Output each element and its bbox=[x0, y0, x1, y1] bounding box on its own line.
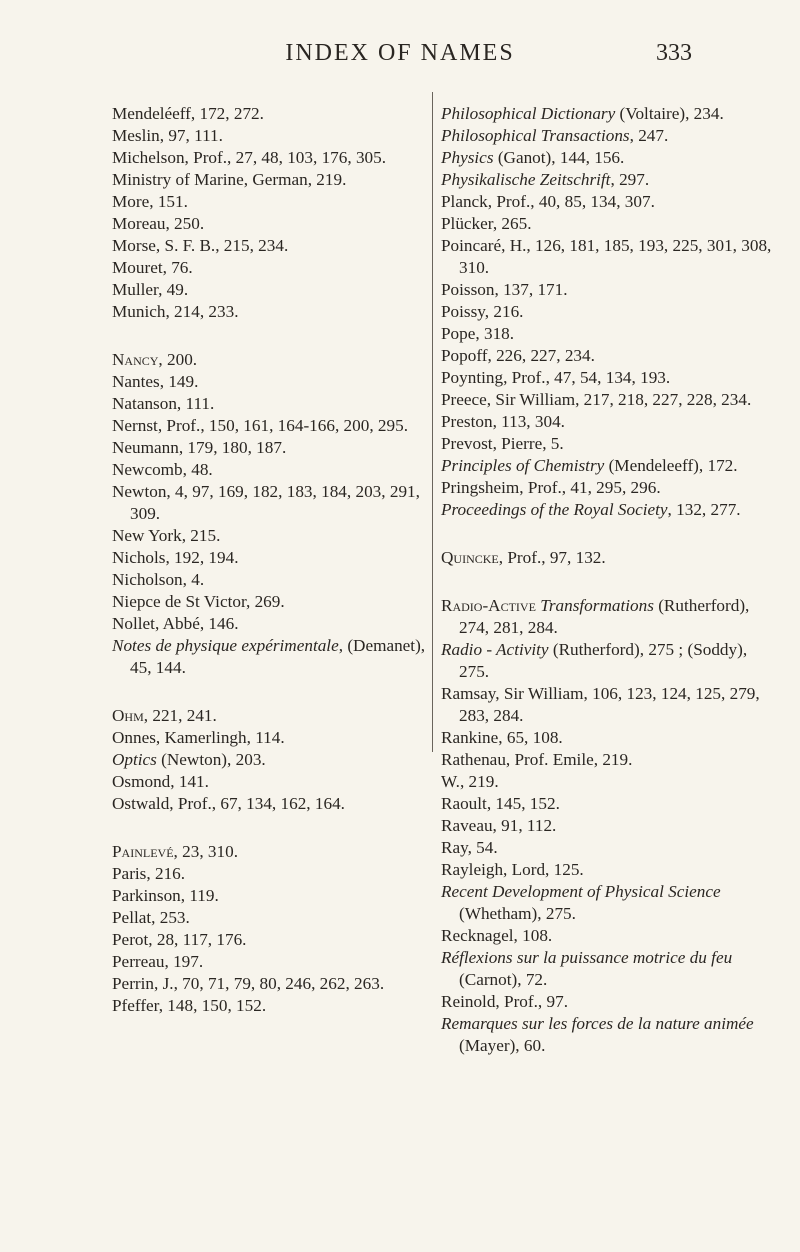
index-entry bbox=[112, 191, 432, 213]
index-entry bbox=[441, 389, 776, 411]
entry-text: (Ganot), 144, 156. bbox=[493, 148, 625, 167]
entry-text: Preece, Sir William, 217, 218, 227, 228, 234. bbox=[441, 390, 752, 409]
entry-text: , 132, 277. bbox=[667, 500, 741, 519]
entry-text: Pfeffer, 148, 150, 152. bbox=[112, 996, 267, 1015]
index-entry bbox=[112, 213, 432, 235]
entry-text: Pringsheim, Prof., 41, 295, 296. bbox=[441, 478, 661, 497]
entry-text: Popoff, 226, 227, 234. bbox=[441, 346, 595, 365]
index-entry bbox=[112, 885, 432, 907]
entry-title: Notes de physique expérimentale bbox=[112, 636, 339, 655]
entry-text: Morse, S. F. B., 215, 234. bbox=[112, 236, 289, 255]
entry-text: Nernst, Prof., 150, 161, 164-166, 200, 295. bbox=[112, 416, 408, 435]
entry-text: New York, 215. bbox=[112, 526, 221, 545]
entry-text: Michelson, Prof., 27, 48, 103, 176, 305. bbox=[112, 148, 387, 167]
index-entry bbox=[112, 235, 432, 257]
entry-text: , 200. bbox=[158, 350, 198, 369]
running-title: INDEX OF NAMES bbox=[285, 40, 515, 66]
index-entry bbox=[441, 213, 776, 235]
entry-head: Nancy bbox=[112, 350, 159, 369]
entry-text: Pope, 318. bbox=[441, 324, 515, 343]
index-entry bbox=[441, 547, 776, 569]
entry-text: Natanson, 111. bbox=[112, 394, 215, 413]
index-entry bbox=[441, 947, 776, 991]
index-entry bbox=[441, 411, 776, 433]
entry-text: , 297. bbox=[610, 170, 650, 189]
index-entry bbox=[441, 925, 776, 947]
entry-text: Poincaré, H., 126, 181, 185, 193, 225, 301, 308, 310. bbox=[441, 236, 772, 277]
entry-text: , 247. bbox=[629, 126, 669, 145]
index-entry bbox=[441, 169, 776, 191]
index-entry bbox=[112, 591, 432, 613]
index-entry bbox=[112, 301, 432, 323]
index-entry bbox=[112, 727, 432, 749]
entry-text: Nantes, 149. bbox=[112, 372, 199, 391]
index-entry bbox=[112, 771, 432, 793]
entry-text: Preston, 113, 304. bbox=[441, 412, 565, 431]
entry-title: Transformations bbox=[535, 596, 654, 615]
section-gap bbox=[112, 679, 432, 705]
index-entry bbox=[441, 477, 776, 499]
entry-text: , (Demanet), 45, 144. bbox=[130, 636, 426, 677]
entry-head: Radio-Active bbox=[441, 596, 536, 615]
index-column-left bbox=[112, 103, 432, 1017]
index-entry bbox=[441, 815, 776, 837]
index-entry bbox=[112, 635, 432, 679]
index-entry bbox=[441, 147, 776, 169]
index-entry bbox=[441, 367, 776, 389]
index-column-right bbox=[441, 103, 776, 1057]
index-entry bbox=[112, 147, 432, 169]
index-entry bbox=[441, 103, 776, 125]
entry-text: Planck, Prof., 40, 85, 134, 307. bbox=[441, 192, 655, 211]
entry-head: Quincke bbox=[441, 548, 499, 567]
entry-text: Mendeléeff, 172, 272. bbox=[112, 104, 264, 123]
index-entry bbox=[441, 639, 776, 683]
entry-text: Recknagel, 108. bbox=[441, 926, 553, 945]
index-entry bbox=[441, 279, 776, 301]
index-entry bbox=[112, 749, 432, 771]
index-entry bbox=[112, 951, 432, 973]
entry-title: Recent Development of Physical Science bbox=[441, 882, 721, 901]
index-entry bbox=[441, 771, 776, 793]
entry-text: Neumann, 179, 180, 187. bbox=[112, 438, 287, 457]
entry-text: (Newton), 203. bbox=[156, 750, 266, 769]
index-entry bbox=[441, 301, 776, 323]
entry-text: Osmond, 141. bbox=[112, 772, 209, 791]
index-entry bbox=[441, 837, 776, 859]
entry-text: Muller, 49. bbox=[112, 280, 189, 299]
entry-text: Ramsay, Sir William, 106, 123, 124, 125, 279, 283, 284. bbox=[441, 684, 760, 725]
entry-text: Poisson, 137, 171. bbox=[441, 280, 568, 299]
entry-title: Physics bbox=[441, 148, 494, 167]
entry-title: Principles of Chemistry bbox=[441, 456, 605, 475]
entry-text: Perrin, J., 70, 71, 79, 80, 246, 262, 263. bbox=[112, 974, 385, 993]
index-entry bbox=[112, 393, 432, 415]
entry-text: Mouret, 76. bbox=[112, 258, 193, 277]
index-entry bbox=[112, 793, 432, 815]
entry-text: Perreau, 197. bbox=[112, 952, 204, 971]
index-entry bbox=[441, 1013, 776, 1057]
entry-text: (Whetham), 275. bbox=[459, 904, 576, 923]
entry-text: Perot, 28, 117, 176. bbox=[112, 930, 247, 949]
index-entry bbox=[112, 929, 432, 951]
index-entry bbox=[112, 415, 432, 437]
index-entry bbox=[441, 991, 776, 1013]
entry-text: , 221, 241. bbox=[143, 706, 217, 725]
index-entry bbox=[112, 613, 432, 635]
index-entry bbox=[112, 279, 432, 301]
index-entry bbox=[112, 841, 432, 863]
entry-text: Niepce de St Victor, 269. bbox=[112, 592, 285, 611]
entry-text: Meslin, 97, 111. bbox=[112, 126, 223, 145]
entry-text: , Prof., 97, 132. bbox=[498, 548, 606, 567]
entry-text: Munich, 214, 233. bbox=[112, 302, 239, 321]
entry-title: Optics bbox=[112, 750, 157, 769]
index-entry bbox=[441, 455, 776, 477]
index-entry bbox=[112, 481, 432, 525]
entry-title: Remarques sur les forces de la nature animée bbox=[441, 1014, 754, 1033]
entry-text: Parkinson, 119. bbox=[112, 886, 219, 905]
index-entry bbox=[112, 103, 432, 125]
index-entry bbox=[441, 683, 776, 727]
entry-text: (Carnot), 72. bbox=[459, 970, 548, 989]
entry-head: Painlevé bbox=[112, 842, 174, 861]
index-entry bbox=[112, 995, 432, 1017]
entry-text: Raveau, 91, 112. bbox=[441, 816, 557, 835]
index-entry bbox=[441, 727, 776, 749]
entry-text: Rayleigh, Lord, 125. bbox=[441, 860, 584, 879]
index-entry bbox=[112, 525, 432, 547]
entry-text: Newcomb, 48. bbox=[112, 460, 213, 479]
entry-text: Onnes, Kamerlingh, 114. bbox=[112, 728, 285, 747]
entry-text: W., 219. bbox=[441, 772, 499, 791]
index-entry bbox=[441, 859, 776, 881]
entry-text: (Mayer), 60. bbox=[459, 1036, 546, 1055]
index-entry bbox=[112, 125, 432, 147]
index-entry bbox=[112, 169, 432, 191]
index-entry bbox=[112, 257, 432, 279]
entry-title: Philosophical Dictionary bbox=[441, 104, 616, 123]
index-entry bbox=[441, 433, 776, 455]
index-entry bbox=[441, 323, 776, 345]
index-entry bbox=[441, 749, 776, 771]
entry-title: Réflexions sur la puissance motrice du feu bbox=[441, 948, 733, 967]
entry-text: Rankine, 65, 108. bbox=[441, 728, 563, 747]
entry-text: Paris, 216. bbox=[112, 864, 186, 883]
entry-text: Reinold, Prof., 97. bbox=[441, 992, 568, 1011]
entry-text: Rathenau, Prof. Emile, 219. bbox=[441, 750, 633, 769]
index-entry bbox=[441, 345, 776, 367]
index-entry bbox=[112, 907, 432, 929]
entry-text: Nichols, 192, 194. bbox=[112, 548, 239, 567]
index-entry bbox=[112, 437, 432, 459]
entry-head: Ohm bbox=[112, 706, 144, 725]
entry-text: Newton, 4, 97, 169, 182, 183, 184, 203, 291, 309. bbox=[112, 482, 420, 523]
entry-text: Nicholson, 4. bbox=[112, 570, 205, 589]
entry-title: Philosophical Transactions bbox=[441, 126, 630, 145]
section-gap bbox=[112, 815, 432, 841]
entry-text: Moreau, 250. bbox=[112, 214, 205, 233]
entry-text: (Voltaire), 234. bbox=[615, 104, 724, 123]
index-entry bbox=[441, 235, 776, 279]
entry-text: (Rutherford), 274, 281, 284. bbox=[459, 596, 750, 637]
entry-text: (Rutherford), 275 ; (Soddy), 275. bbox=[459, 640, 748, 681]
index-entry bbox=[112, 349, 432, 371]
entry-text: Poissy, 216. bbox=[441, 302, 524, 321]
entry-text: Ray, 54. bbox=[441, 838, 498, 857]
section-gap bbox=[441, 569, 776, 595]
column-divider bbox=[432, 92, 433, 752]
index-entry bbox=[441, 125, 776, 147]
entry-text: Prevost, Pierre, 5. bbox=[441, 434, 564, 453]
index-entry bbox=[112, 371, 432, 393]
index-entry bbox=[112, 863, 432, 885]
page-number: 333 bbox=[656, 40, 692, 66]
entry-text: More, 151. bbox=[112, 192, 188, 211]
index-entry bbox=[112, 705, 432, 727]
entry-text: (Mendeleeff), 172. bbox=[604, 456, 738, 475]
index-entry bbox=[112, 459, 432, 481]
entry-title: Physikalische Zeitschrift bbox=[441, 170, 611, 189]
entry-text: Raoult, 145, 152. bbox=[441, 794, 560, 813]
entry-text: Nollet, Abbé, 146. bbox=[112, 614, 239, 633]
page-header bbox=[0, 40, 800, 80]
index-entry bbox=[112, 569, 432, 591]
index-entry bbox=[441, 793, 776, 815]
entry-text: Ministry of Marine, German, 219. bbox=[112, 170, 347, 189]
entry-text: Pellat, 253. bbox=[112, 908, 190, 927]
section-gap bbox=[112, 323, 432, 349]
entry-text: Ostwald, Prof., 67, 134, 162, 164. bbox=[112, 794, 345, 813]
section-gap bbox=[441, 521, 776, 547]
entry-text: Plücker, 265. bbox=[441, 214, 532, 233]
entry-text: , 23, 310. bbox=[173, 842, 238, 861]
index-entry bbox=[112, 973, 432, 995]
index-entry bbox=[441, 881, 776, 925]
index-entry bbox=[112, 547, 432, 569]
entry-text: Poynting, Prof., 47, 54, 134, 193. bbox=[441, 368, 671, 387]
index-entry bbox=[441, 499, 776, 521]
entry-title: Proceedings of the Royal Society bbox=[441, 500, 668, 519]
entry-title: Radio - Activity bbox=[441, 640, 549, 659]
index-entry bbox=[441, 595, 776, 639]
index-entry bbox=[441, 191, 776, 213]
